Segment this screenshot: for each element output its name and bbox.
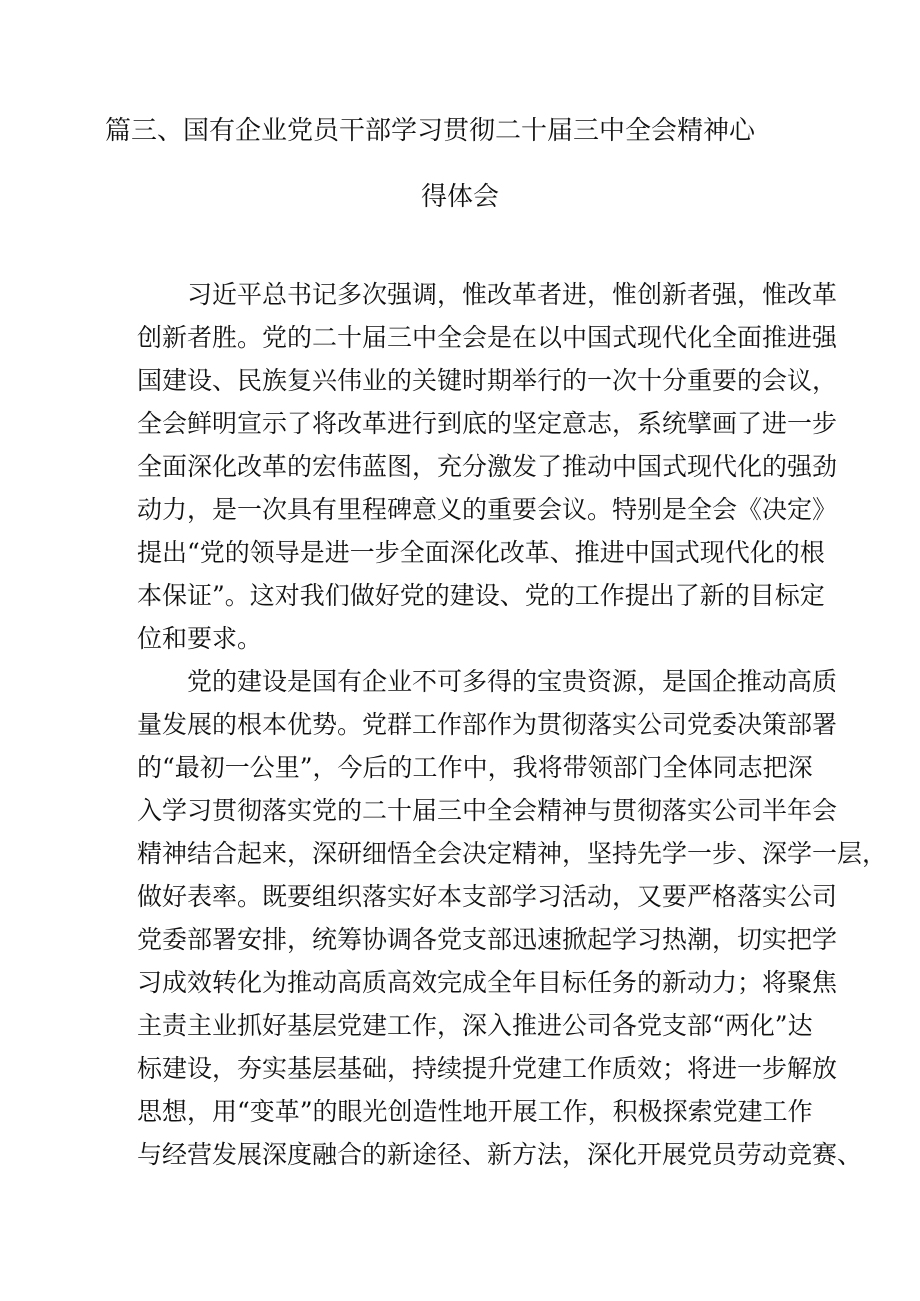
paragraph-2-line: 与经营发展深度融合的新途径、新方法，深化开展党员劳动竞赛、: [137, 1140, 863, 1169]
paragraph-1-line: 位和要求。: [137, 624, 263, 653]
paragraph-2-line: 标建设，夯实基层基础，持续提升党建工作质效；将进一步解放: [137, 1054, 838, 1083]
paragraph-1-line: 全面深化改革的宏伟蓝图，充分激发了推动中国式现代化的强劲: [137, 452, 838, 481]
paragraph-2-line: 精神结合起来，深研细悟全会决定精神，坚持先学一步、深学一层，: [137, 839, 888, 868]
document-title-line-1: 篇三、国有企业党员干部学习贯彻二十届三中全会精神心: [104, 116, 755, 146]
paragraph-2-line: 思想，用“变革”的眼光创造性地开展工作，积极探索党建工作: [137, 1097, 813, 1126]
paragraph-1-line: 习近平总书记多次强调，惟改革者进，惟创新者强，惟改革: [187, 280, 838, 309]
paragraph-2-line: 党委部署安排，统筹协调各党支部迅速掀起学习热潮，切实把学: [137, 925, 838, 954]
paragraph-1-line: 国建设、民族复兴伟业的关键时期举行的一次十分重要的会议，: [137, 366, 838, 395]
paragraph-1-line: 本保证”。这对我们做好党的建设、党的工作提出了新的目标定: [137, 581, 825, 610]
paragraph-1-line: 提出“党的领导是进一步全面深化改革、推进中国式现代化的根: [137, 538, 825, 567]
paragraph-2-line: 主责主业抓好基层党建工作，深入推进公司各党支部“两化”达: [137, 1011, 813, 1040]
paragraph-1-line: 创新者胜。党的二十届三中全会是在以中国式现代化全面推进强: [137, 323, 838, 352]
paragraph-2-line: 习成效转化为推动高质高效完成全年目标任务的新动力；将聚焦: [137, 968, 838, 997]
paragraph-2-line: 入学习贯彻落实党的二十届三中全会精神与贯彻落实公司半年会: [137, 796, 838, 825]
paragraph-2-line: 党的建设是国有企业不可多得的宝贵资源，是国企推动高质: [187, 667, 838, 696]
paragraph-2-line: 做好表率。既要组织落实好本支部学习活动，又要严格落实公司: [137, 882, 838, 911]
paragraph-1-line: 全会鲜明宣示了将改革进行到底的坚定意志，系统擘画了进一步: [137, 409, 838, 438]
paragraph-2-line: 量发展的根本优势。党群工作部作为贯彻落实公司党委决策部署: [137, 710, 838, 739]
paragraph-2-line: 的“最初一公里”，今后的工作中，我将带领部门全体同志把深: [137, 753, 813, 782]
paragraph-1-line: 动力，是一次具有里程碑意义的重要会议。特别是全会《决定》: [137, 495, 838, 524]
document-title-line-2: 得体会: [420, 182, 499, 212]
